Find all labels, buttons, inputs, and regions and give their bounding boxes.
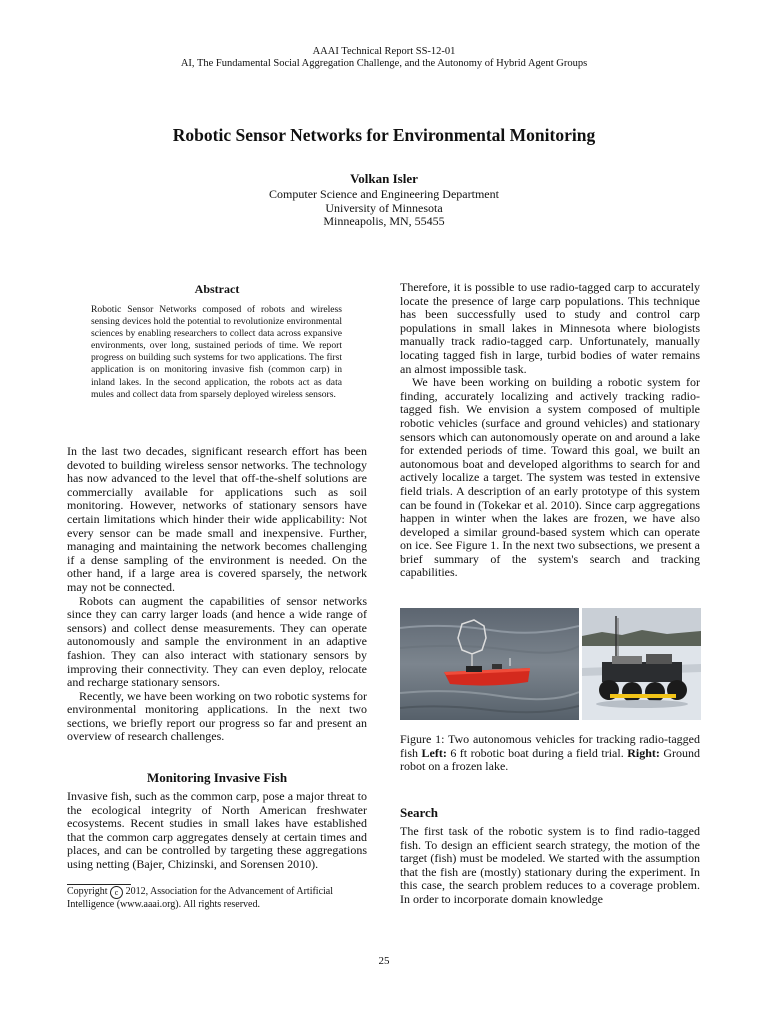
- invasive-fish-paragraph: Invasive fish, such as the common carp, pose a major threat to the ecological integrity of North American freshwater ecosystems. Recent studies in small lakes have established that the common carp aggregates densely at certain times and places, and can be controlled by targeting these aggregations using netting (Bajer, Chizinski, and Sorensen 2010).: [67, 789, 367, 871]
- affiliation-line2: University of Minnesota: [325, 200, 443, 215]
- report-header-line2: AI, The Fundamental Social Aggregation Challenge, and the Autonomy of Hybrid Agent Groups: [180, 58, 588, 69]
- affiliation-line1: Computer Science and Engineering Department: [269, 187, 499, 201]
- copyright-text: 2012, Association for the Advancement of Artificial Intelligence (www.aaai.org). All rights reserved.: [67, 886, 334, 910]
- boat-photo-image: [400, 608, 579, 720]
- right-paragraph-2: We have been working on building a robotic system for finding, accurately localizing and actively tracking radio-tagged fish. We envision a system composed of multiple robotic vehicles (surface and ground vehicles) and stationary sensors which can autonomously operate on and around a lake for extended periods of time. Toward this goal, we built an autonomous boat and developed algorithms to search for and actively localize a target. The system was tested in extensive field trials. A description of an early prototype of this system can be found in (Tokekar et al. 2010). Since carp aggregations happen in winter when the lakes are frozen, we have also developed a similar ground-based system which can operate on ice. See Figure 1. In the next two subsections, we present a brief summary of the system's search and tracking capabilities.: [400, 375, 700, 580]
- copyright-footnote: [67, 886, 367, 911]
- abstract-heading: Abstract: [194, 282, 240, 296]
- copyright-symbol: c: [110, 886, 123, 899]
- figure-1-caption: [400, 733, 700, 774]
- figure-boat-photo: [400, 608, 579, 720]
- copyright-label: Copyright: [67, 886, 108, 897]
- paper-title: Robotic Sensor Networks for Environmental Monitoring: [172, 125, 596, 145]
- figure-ground-robot-photo: [582, 608, 701, 720]
- report-header-line1: AAAI Technical Report SS-12-01: [312, 46, 456, 57]
- left-column-intro: [67, 445, 367, 744]
- right-paragraph-1: Therefore, it is possible to use radio-tagged carp to accurately locate the presence of large carp populations. This technique has been successfully used to study and control carp populations in small lakes in Minnesota where biologists manually track radio-tagged carp. Unfortunately, manually locating tagged fish in large, turbid bodies of water remains an almost impossible task.: [400, 280, 700, 376]
- author-name: Volkan Isler: [350, 171, 418, 186]
- caption-mid: 6 ft robotic boat during a field trial.: [446, 745, 628, 760]
- footnote-rule: [67, 884, 131, 885]
- abstract-body: Robotic Sensor Networks composed of robots and wireless sensing devices hold the potential to revolutionize environmental sciences by enabling researchers to collect data across expansive environments, over long, sustained periods of time. We report progress on building such systems for two applications. The first application is on monitoring invasive fish (common carp) in inland lakes. In the second application, the robots act as data mules and collect data from sparsely deployed wireless sensors.: [91, 304, 342, 400]
- right-column-text: [400, 281, 700, 580]
- author-affiliation: [0, 188, 768, 229]
- intro-paragraph-3: Recently, we have been working on two robotic systems for environmental monitoring applications. In the next two sections, we briefly report our progress so far and present an overview of research challenges.: [67, 688, 367, 744]
- intro-paragraph-2: Robots can augment the capabilities of sensor networks since they can carry larger loads (and hence a wide range of sensors) and collect dense measurements. They can operate autonomously and sample the environment in an adaptive fashion. They can also interact with stationary sensors by improving their connectivity. They can even deploy, relocate and recharge stationary sensors.: [67, 593, 367, 690]
- caption-left-label: Left:: [421, 745, 447, 760]
- caption-start: Figure 1: Two autonomous vehicles for tracking radio-tagged fish: [400, 732, 700, 760]
- search-paragraph: The first task of the robotic system is to find radio-tagged fish. To design an efficient search strategy, the motion of the target (fish) must be modeled. We started with the assumption that the fish are (mostly) stationary during the experiment. In this case, the search problem reduces to a coverage problem. In order to incorporate domain knowledge: [400, 824, 700, 906]
- caption-end: Ground robot on a frozen lake.: [400, 745, 701, 774]
- intro-paragraph-1: In the last two decades, significant research effort has been devoted to building wireless sensor networks. The technology has now advanced to the level that off-the-shelf solutions are commercially available for applications such as soil monitoring. However, networks of stationary sensors have certain limitations which hinder their wide applicability: Not every sensor can be made small and inexpensive. Further, managing and maintaining the network becomes challenging if a dense sampling of the environment is needed. On the other hand, if a large area is covered sparsely, the network may not be connected.: [67, 444, 367, 594]
- affiliation-line3: Minneapolis, MN, 55455: [323, 214, 445, 228]
- ground-robot-photo-image: [582, 608, 701, 720]
- caption-right-label: Right:: [627, 745, 660, 760]
- report-header: [0, 46, 768, 70]
- page-number: 25: [378, 955, 390, 967]
- section-heading-search: Search: [400, 805, 439, 820]
- section-heading-invasive-fish: Monitoring Invasive Fish: [146, 770, 288, 785]
